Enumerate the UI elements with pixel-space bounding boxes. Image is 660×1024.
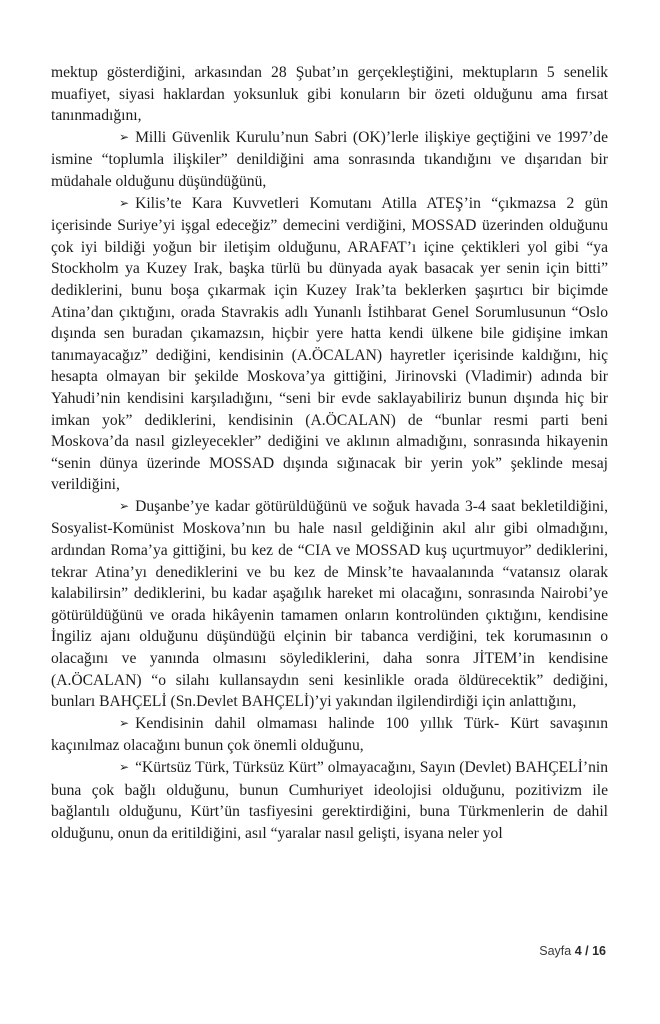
total-pages-number: 16 — [592, 944, 606, 958]
paragraph-text: Duşanbe’ye kadar götürüldüğünü ve soğuk havada 3-4 saat bekletildiğini, Sosyalist-Komünist Moskova’nın bu hale nasıl geldiğinin akıl alır gibi olmadığını, ardından Roma’ya gittiğini, bu kez de “CIA ve MOSSAD kuş uçurtmuyor” dediklerini, tekrar Atina’yı denediklerini ve bu kez de Minsk’te havaalanında “vatansız olarak kalabilirsin” dediklerini, bu kadar aşağılık hareket mi olacağını, sonrasında Nairobi’ye götürüldüğünü ve orada hikâyenin tamamen onların kontrolünden çıktığını, kendisine İngiliz ajanı olduğunu düşündüğü elçinin bir tabanca verdiğini, tek korumasının o olacağını ve yanında olmasını söylediklerini, daha sonra JİTEM’in kendisine (A.ÖCALAN) “o silahı kullansaydın seni kesinlikle orada öldürecektik” dediğini, bunları BAHÇELİ (Sn.Devlet BAHÇELİ)’yi yakından ilgilendirdiği için anlattığını, — [51, 497, 608, 711]
paragraph-text: “Kürtsüz Türk, Türksüz Kürt” olmayacağını, Sayın (Devlet) BAHÇELİ’nin buna çok bağlı olduğunu, bunun Cumhuriyet ideolojisi olduğunu, pozitivizm ile bağlantılı olduğunu, Kürt’ün tasfiyesini gerektirdiğini, buna Türkmenlerin de dahil olduğunu, onun da eritildiğini, asıl “yaralar nasıl gelişti, isyana neler yol — [51, 759, 608, 842]
document-body — [51, 62, 608, 844]
page-separator: / — [585, 944, 589, 958]
page-label: Sayfa — [539, 944, 572, 958]
bullet-paragraph — [51, 193, 608, 496]
bullet-paragraph — [51, 757, 608, 844]
current-page-number: 4 — [574, 944, 582, 958]
page-number-footer — [539, 944, 606, 958]
paragraph-text: Kendisinin dahil olmaması halinde 100 yıllık Türk- Kürt savaşının kaçınılmaz olacağını bunun çok önemli olduğunu, — [51, 714, 608, 755]
bullet-paragraph — [51, 496, 608, 713]
paragraph-text: Kilis’te Kara Kuvvetleri Komutanı Atilla ATEŞ’in “çıkmazsa 2 gün içerisinde Suriye’yi işgal edeceğiz” demecini verdiğini, MOSSAD üzerinden olduğunu çok iyi bildiği yoğun bir iletişim olduğunu, ARAFAT’ı içine çektikleri yol gibi “ya Stockholm ya Kuzey Irak, başka türlü bu dünyada ayak basacak yer senin için bitti” dediklerini, bunu boşa çıkarmak için Kuzey Irak’ta beklerken şaşırtıcı bir biçimde Atina’dan çıktığını, orada Stavrakis adlı Yunanlı İstihbarat Genel Sorumlusunun “Oslo dışında sen buradan çıkamazsın, hiçbir yere hatta kendi ülkene bile gidişine imkan tanımayacağız” dediğini, kendisinin (A.ÖCALAN) hayretler içerisinde kaldığını, hiç hesapta olmayan bir şekilde Moskova’ya gittiğini, Jirinovski (Vladimir) adında bir Yahudi’nin kendisini karşıladığını, “seni bir evde saklayabiliriz bunun dışında hiç bir imkan yok” dediklerini, kendisinin (A.ÖCALAN) de “bunlar resmi parti beni Moskova’da nasıl gizleyecekler” dediğini ve aklının almadığını, sonrasında hikayenin “senin dünya üzerinde MOSSAD dışında sığınacak bir yerin yok” şeklinde mesaj verildiğini, — [51, 194, 608, 494]
paragraph-continuation — [51, 62, 608, 127]
arrowhead-bullet-icon: ➢ — [119, 129, 130, 144]
arrowhead-bullet-icon: ➢ — [119, 715, 130, 730]
arrowhead-bullet-icon: ➢ — [119, 760, 130, 774]
arrowhead-bullet-icon: ➢ — [119, 498, 130, 513]
bullet-paragraph — [51, 127, 608, 193]
bullet-paragraph — [51, 713, 608, 757]
paragraph-text: Milli Güvenlik Kurulu’nun Sabri (OK)’lerle ilişkiye geçtiğini ve 1997’de ismine “toplumla ilişkiler” denildiğini ama sonrasında tıkandığını ve dışarıdan bir müdahale olduğunu düşündüğünü, — [51, 128, 608, 190]
arrowhead-bullet-icon: ➢ — [119, 195, 130, 210]
paragraph-text: mektup gösterdiğini, arkasından 28 Şubat’ın gerçekleştiğini, mektupların 5 senelik muafiyet, siyasi haklardan yoksunluk gibi konuların bir özeti olduğunu ama fırsat tanınmadığını, — [51, 64, 608, 125]
